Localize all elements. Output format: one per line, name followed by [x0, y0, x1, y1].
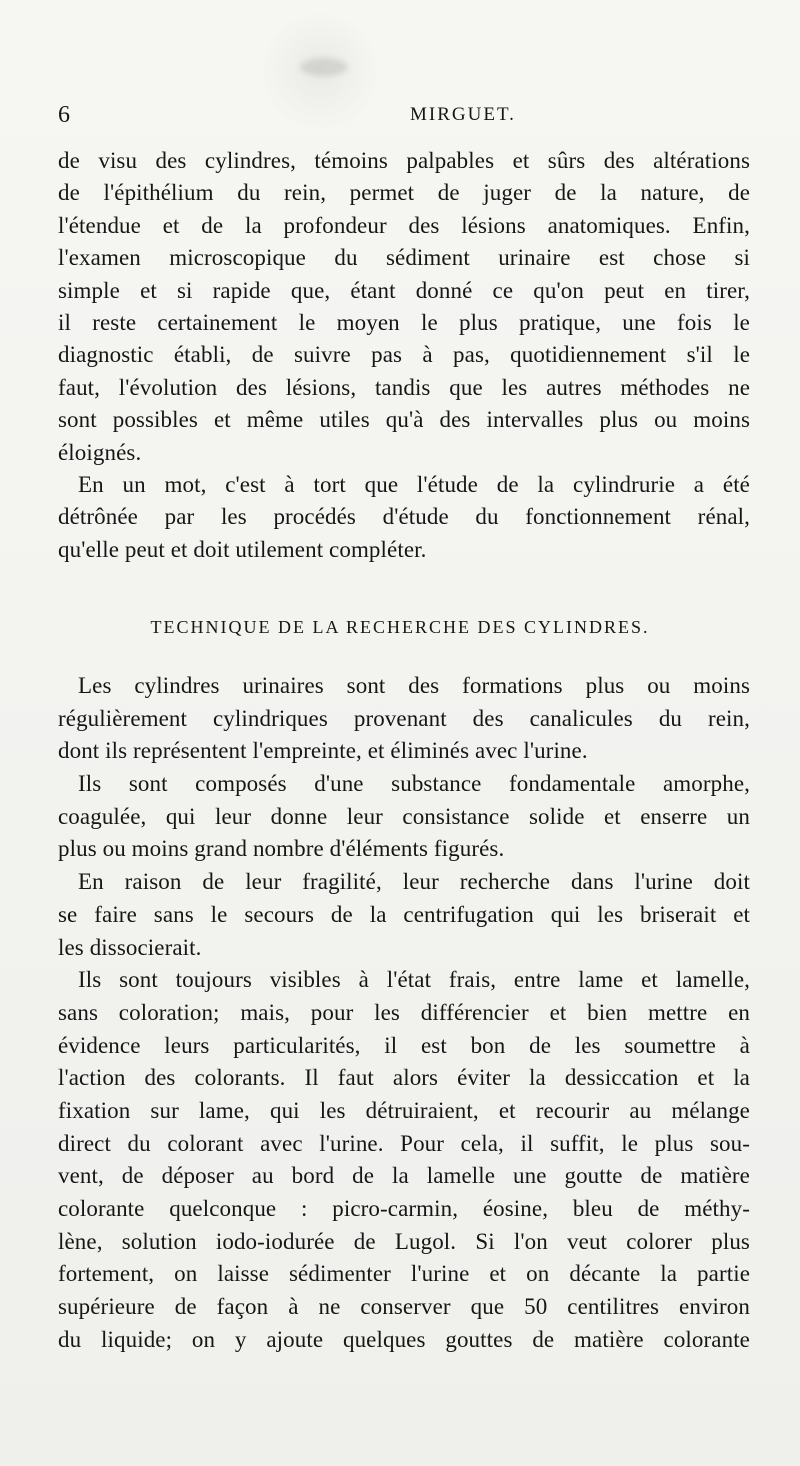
text-line: supérieure de façon à ne conserver que 50 centilitres environ: [58, 1294, 750, 1320]
text-line: l'étendue et de la profondeur des lésions anatomiques. Enfin,: [58, 212, 750, 238]
text-line: fixation sur lame, qui les détruiraient, et recourir au mélange: [58, 1097, 750, 1123]
ink-smudge: [300, 58, 348, 76]
text-line: direct du colorant avec l'urine. Pour cela, il suffit, le plus sou-: [58, 1130, 750, 1156]
text-line: vent, de déposer au bord de la lamelle une goutte de matière: [58, 1163, 750, 1189]
body-text-top: [58, 145, 750, 566]
running-title: MIRGUET.: [410, 104, 516, 125]
text-line: Les cylindres urinaires sont des formations plus ou moins: [78, 673, 750, 698]
text-line: les dissocierait.: [58, 934, 202, 960]
text-line: coagulée, qui leur donne leur consistance solide et enserre un: [58, 803, 750, 829]
text-line: se faire sans le secours de la centrifugation qui les briserait et: [58, 901, 750, 927]
text-line: détrônée par les procédés d'étude du fonctionnement rénal,: [58, 504, 750, 530]
text-line: l'action des colorants. Il faut alors éviter la dessiccation et la: [58, 1065, 750, 1091]
text-line: lène, solution iodo-iodurée de Lugol. Si l'on veut colorer plus: [58, 1228, 750, 1254]
text-line: régulièrement cylindriques provenant des canalicules du rein,: [58, 705, 750, 731]
text-line: dont ils représentent l'empreinte, et éliminés avec l'urine.: [58, 738, 588, 764]
page-number: 6: [58, 102, 70, 128]
text-line: diagnostic établi, de suivre pas à pas, quotidiennement s'il le: [58, 342, 750, 368]
text-line: du liquide; on y ajoute quelques gouttes de matière colorante: [58, 1326, 750, 1352]
running-head: [58, 100, 748, 130]
text-line: sans coloration; mais, pour les différencier et bien mettre en: [58, 999, 750, 1025]
text-line: En raison de leur fragilité, leur recherche dans l'urine doit: [78, 869, 750, 895]
text-line: il reste certainement le moyen le plus pratique, une fois le: [58, 309, 750, 335]
text-line: fortement, on laisse sédimenter l'urine et on décante la partie: [58, 1261, 750, 1287]
body-text-bottom: [58, 670, 750, 1356]
text-line: éloignés.: [58, 439, 142, 465]
text-line: de visu des cylindres, témoins palpables et sûrs des altérations: [58, 148, 750, 173]
text-line: plus ou moins grand nombre d'éléments figurés.: [58, 836, 505, 862]
section-title: TECHNIQUE DE LA RECHERCHE DES CYLINDRES.: [150, 617, 650, 637]
text-line: évidence leurs particularités, il est bon de les soumettre à: [58, 1032, 750, 1058]
text-line: l'examen microscopique du sédiment urinaire est chose si: [58, 245, 750, 271]
text-line: sont possibles et même utiles qu'à des intervalles plus ou moins: [58, 407, 750, 433]
text-line: faut, l'évolution des lésions, tandis que les autres méthodes ne: [58, 374, 750, 400]
text-line: simple et si rapide que, étant donné ce qu'on peut en tirer,: [58, 277, 750, 303]
text-line: Ils sont toujours visibles à l'état frais, entre lame et lamelle,: [78, 967, 750, 993]
text-line: En un mot, c'est à tort que l'étude de la cylindrurie a été: [78, 471, 750, 497]
text-line: qu'elle peut et doit utilement compléter.: [58, 536, 427, 562]
text-line: colorante quelconque : picro-carmin, éosine, bleu de méthy-: [58, 1196, 750, 1221]
text-line: Ils sont composés d'une substance fondamentale amorphe,: [78, 771, 750, 797]
text-line: de l'épithélium du rein, permet de juger de la nature, de: [58, 180, 750, 206]
